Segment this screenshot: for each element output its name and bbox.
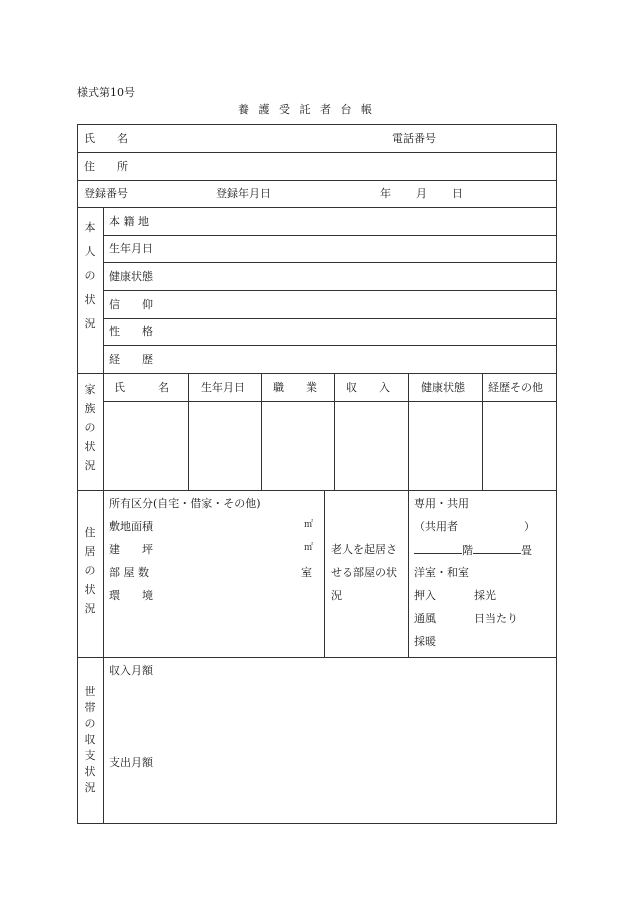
vertical-char: の (84, 564, 96, 577)
vertical-char: の (84, 269, 96, 282)
room-lighting: 採光 (474, 589, 496, 602)
family-col-health: 健康状態 (421, 381, 465, 394)
vertical-char: 状 (84, 583, 96, 596)
elder-room-label-line1: 老人を起居さ (331, 543, 397, 556)
person-row-domicile: 本 籍 地 (109, 215, 149, 228)
person-row-religion: 信 仰 (109, 298, 153, 311)
address-label: 住 所 (84, 160, 128, 173)
vertical-char: 本 (84, 221, 96, 234)
vertical-char: の (84, 717, 96, 730)
room-style: 洋室・和室 (414, 566, 469, 579)
vertical-char: 況 (84, 781, 96, 794)
environment-label: 環 境 (109, 589, 153, 602)
vertical-char: 収 (84, 733, 96, 746)
family-col-occupation: 職 業 (273, 381, 317, 394)
vertical-char: 帯 (84, 701, 96, 714)
floor-blank (414, 544, 462, 554)
rooms-label: 部 屋 数 (109, 566, 149, 579)
family-col-birthdate: 生年月日 (201, 381, 245, 394)
floor-unit: 階 (462, 544, 473, 557)
family-col-history: 経歴その他 (488, 381, 543, 394)
person-row-history: 経 歴 (109, 353, 153, 366)
room-sunlight: 日当たり (474, 612, 518, 625)
vertical-char: 況 (84, 602, 96, 615)
vertical-char: 住 (84, 526, 96, 539)
day-label: 日 (452, 187, 463, 200)
monthly-expense-label: 支出月額 (109, 756, 153, 769)
elder-room-label-line3: 況 (331, 589, 342, 602)
vertical-char: 世 (84, 685, 96, 698)
vertical-char: 人 (84, 245, 96, 258)
vertical-char: 家 (84, 383, 96, 396)
building-area-label: 建 坪 (109, 543, 153, 556)
room-heating: 採暖 (414, 635, 436, 648)
site-area-label: 敷地面積 (109, 520, 153, 533)
family-col-name: 氏 名 (114, 381, 169, 394)
person-row-health: 健康状態 (109, 270, 153, 283)
site-area-unit: ㎡ (304, 520, 314, 530)
room-ventilation: 通風 (414, 612, 436, 625)
household-section-header (83, 686, 97, 798)
vertical-char: 況 (84, 459, 96, 472)
ownership-label: 所有区分(自宅・借家・その他) (109, 497, 261, 510)
rooms-unit: 室 (301, 566, 312, 579)
room-shared-with: （共用者 ） (414, 520, 535, 533)
tatami-blank (473, 544, 521, 554)
registration-date-label: 登録年月日 (216, 187, 271, 200)
person-row-character: 性 格 (109, 325, 153, 338)
year-label: 年 (380, 187, 391, 200)
month-label: 月 (416, 187, 427, 200)
residence-section-header (83, 527, 97, 622)
vertical-char: 状 (84, 440, 96, 453)
person-row-birthdate: 生年月日 (109, 242, 153, 255)
vertical-char: 支 (84, 749, 96, 762)
family-col-income: 収 入 (346, 381, 390, 394)
building-area-unit: ㎡ (304, 543, 314, 553)
vertical-char: 族 (84, 402, 96, 415)
room-exclusive-shared: 専用・共用 (414, 497, 469, 510)
phone-label: 電話番号 (392, 132, 436, 145)
person-section-header (83, 222, 97, 342)
monthly-income-label: 収入月額 (109, 664, 153, 677)
elder-room-label-line2: せる部屋の状 (331, 566, 397, 579)
name-label: 氏 名 (84, 132, 128, 145)
form-number: 様式第10号 (77, 86, 135, 99)
vertical-char: 況 (84, 317, 96, 330)
vertical-char: 状 (84, 293, 96, 306)
page-title: 養 護 受 託 者 台 帳 (238, 103, 375, 116)
vertical-char: 状 (84, 765, 96, 778)
vertical-char: 居 (84, 545, 96, 558)
room-closet: 押入 (414, 589, 436, 602)
vertical-char: の (84, 421, 96, 434)
room-floor-tatami (414, 544, 532, 556)
registration-number-label: 登録番号 (84, 187, 128, 200)
family-section-header (83, 384, 97, 479)
tatami-unit: 畳 (521, 544, 532, 557)
